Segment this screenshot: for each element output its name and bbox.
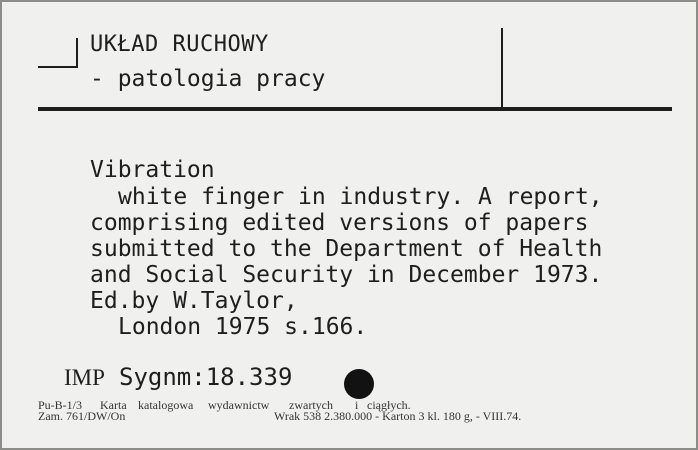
signature-value: Sygnm:18.339 (119, 363, 293, 391)
footer-form-code: Pu-B-1/3 (38, 398, 83, 412)
signature-label: IMP (64, 365, 105, 390)
entry-title-line: submitted to the Department of Health (90, 236, 603, 262)
footer-word: ciągłych. (367, 398, 411, 412)
entry-editor: Ed.by W.Taylor, (90, 288, 298, 314)
header-subcategory: - patologia pracy (90, 66, 326, 92)
entry-title-line: comprising edited versions of papers (90, 210, 589, 236)
entry-heading: Vibration (90, 157, 215, 183)
entry-imprint: London 1975 s.166. (118, 314, 368, 340)
footer-word: katalogowa (138, 398, 194, 412)
footer-print-details: Wrak 538 2.380.000 - Karton 3 kl. 180 g, - VIII.74. (274, 409, 522, 423)
footer-word: i (355, 398, 359, 412)
footer-order-number: Zam. 761/DW/On (38, 409, 126, 423)
punch-hole (344, 369, 374, 399)
header-bracket-horizontal (38, 66, 78, 68)
footer-word: zwartych (289, 398, 333, 412)
entry-title-line: white finger in industry. A report, (118, 184, 603, 210)
header-category: UKŁAD RUCHOWY (90, 32, 269, 57)
footer-word: Karta (100, 398, 127, 412)
entry-title-line: and Social Security in December 1973. (90, 262, 603, 288)
header-bracket-vertical (76, 38, 78, 68)
header-rule (38, 107, 672, 111)
footer-word: wydawnictw (208, 398, 270, 412)
header-divider-vertical (501, 28, 503, 108)
